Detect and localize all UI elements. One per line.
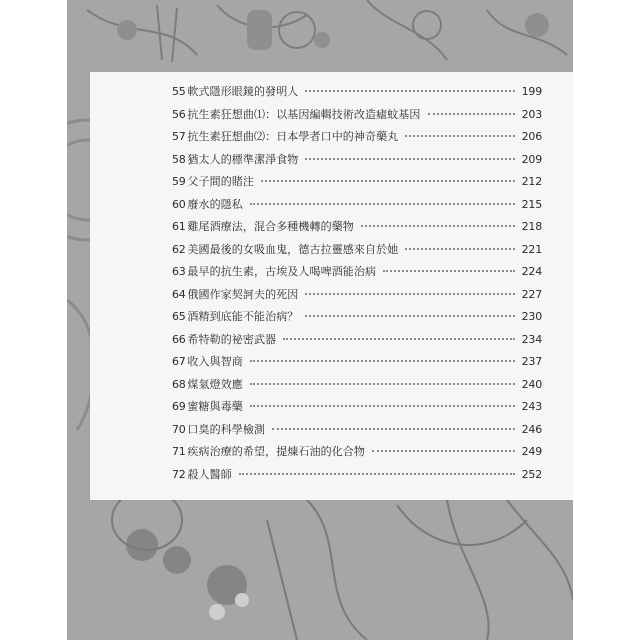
dot-leader [361,224,515,227]
toc-entry-page: 212 [521,175,542,188]
book-page [67,0,573,640]
toc-entry-number: 59 [172,175,186,188]
toc-entry-page: 234 [521,332,542,346]
toc-entry-page: 224 [521,265,542,278]
toc-entry-number: 72 [172,467,186,481]
toc-entry-page: 221 [521,242,542,256]
toc-entry-title: 希特勒的祕密武器 [187,332,277,346]
dot-leader [283,337,514,340]
toc-entry-title: 最早的抗生素，古埃及人喝啤酒能治病 [187,265,377,278]
toc-entry[interactable] [172,196,542,219]
toc-entry-title: 酒精到底能不能治病？ [187,310,299,323]
toc-entry[interactable] [172,466,542,489]
toc-entry[interactable] [172,128,542,151]
toc-entry[interactable] [172,286,542,309]
toc-entry-page: 227 [521,287,542,301]
toc-entry-number: 64 [172,287,186,301]
toc-entry[interactable] [172,83,542,106]
toc-entry[interactable] [172,421,542,444]
toc-entry-number: 69 [172,400,186,413]
toc-entry-number: 66 [172,332,186,346]
toc-entry-number: 56 [172,107,186,121]
toc-entry-title: 廢水的隱私 [187,197,243,211]
toc-entry-title: 雞尾酒療法，混合多種機轉的藥物 [187,220,354,233]
toc-entry[interactable] [172,308,542,331]
toc-entry[interactable] [172,151,542,174]
dot-leader [305,292,514,295]
dot-leader [239,472,515,475]
dot-leader [261,179,515,182]
dot-leader [250,404,515,407]
dot-leader [305,314,514,317]
toc-entry-number: 60 [172,197,186,211]
dot-leader [272,427,514,430]
dot-leader [405,247,514,250]
toc-entry[interactable] [172,398,542,421]
toc-entry-number: 67 [172,355,186,368]
toc-entry[interactable] [172,106,542,129]
toc-entry-number: 55 [172,85,186,98]
toc-entry-number: 62 [172,242,186,256]
toc-entry-page: 249 [521,445,542,458]
dot-leader [383,269,514,272]
toc-entry[interactable] [172,443,542,466]
toc-list [172,83,542,488]
toc-entry-number: 58 [172,152,186,166]
toc-entry-title: 殺人醫師 [187,467,232,481]
toc-entry-page: 243 [521,400,542,413]
toc-entry-title: 口臭的科學檢測 [187,422,266,436]
toc-entry-number: 63 [172,265,186,278]
toc-entry-number: 61 [172,220,186,233]
toc-entry[interactable] [172,241,542,264]
toc-entry[interactable] [172,331,542,354]
toc-entry[interactable] [172,173,542,196]
toc-entry-number: 57 [172,130,186,143]
toc-entry[interactable] [172,263,542,286]
toc-entry-title: 抗生素狂想曲⑴：以基因編輯技術改造瘧蚊基因 [187,107,421,121]
toc-entry-title: 俄國作家契訶夫的死因 [187,287,299,301]
toc-entry-page: 240 [521,377,542,391]
toc-entry-page: 252 [521,467,542,481]
toc-entry-page: 237 [521,355,542,368]
dot-leader [250,382,515,385]
toc-entry-page: 209 [521,152,542,166]
toc-entry-title: 煤氣燈效應 [187,377,243,391]
table-of-contents-panel [90,72,573,500]
toc-entry[interactable] [172,376,542,399]
toc-entry-page: 206 [521,130,542,143]
toc-entry-number: 65 [172,310,186,323]
toc-entry-page: 230 [521,310,542,323]
toc-entry-number: 70 [172,422,186,436]
toc-entry-title: 蜜糖與毒藥 [187,400,243,413]
dot-leader [428,112,515,115]
toc-entry-page: 203 [521,107,542,121]
toc-entry-title: 父子間的賭注 [187,175,255,188]
toc-entry-title: 美國最後的女吸血鬼，德古拉靈感來自於她 [187,242,399,256]
toc-entry[interactable] [172,353,542,376]
dot-leader [250,359,515,362]
toc-entry-title: 猶太人的標準潔淨食物 [187,152,299,166]
toc-entry-title: 抗生素狂想曲⑵：日本學者口中的神奇藥丸 [187,130,399,143]
dot-leader [305,157,514,160]
toc-entry-number: 68 [172,377,186,391]
toc-entry-number: 71 [172,445,186,458]
toc-entry-page: 218 [521,220,542,233]
toc-entry-title: 疾病治療的希望，提煉石油的化合物 [187,445,366,458]
toc-entry-page: 199 [521,85,542,98]
toc-entry-page: 246 [521,422,542,436]
dot-leader [405,134,514,137]
toc-entry-title: 收入與智商 [187,355,243,368]
toc-entry-title: 軟式隱形眼鏡的發明人 [187,85,299,98]
dot-leader [250,202,515,205]
toc-entry-page: 215 [521,197,542,211]
dot-leader [305,89,514,92]
dot-leader [372,449,515,452]
toc-entry[interactable] [172,218,542,241]
